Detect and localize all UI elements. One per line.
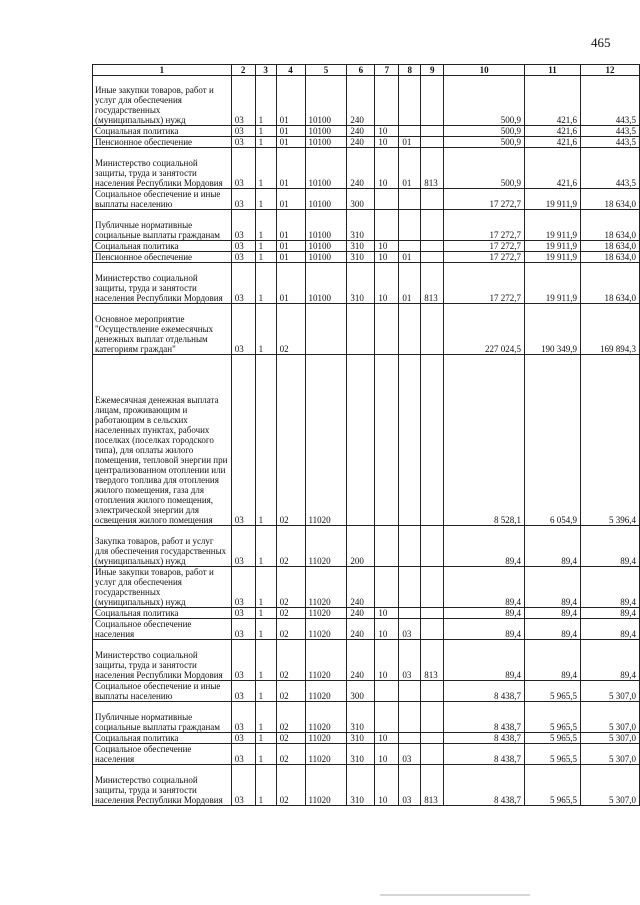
col-10-cell: 500,9 [444,126,525,137]
col-5-cell: 10100 [305,252,347,263]
col-9-cell [421,567,444,608]
col-7-cell [375,76,399,126]
table-row [93,681,640,702]
col-4-cell: 02 [276,526,305,567]
col-10-cell: 89,4 [444,567,525,608]
col-5-cell: 10100 [305,126,347,137]
col-3-cell: 1 [255,567,276,608]
col-8-cell: 01 [399,148,421,189]
row-name: Министерство социальной защиты, труда и занятости населения Республики Мордовия [93,263,232,304]
col-7-cell [375,304,399,355]
col-12-cell: 443,5 [580,76,639,126]
col-2-cell: 03 [231,681,255,702]
column-header: 4 [276,65,305,76]
table-row [93,137,640,148]
table-row [93,263,640,304]
col-9-cell [421,126,444,137]
row-name: Ежемесячная денежная выплата лицам, проживающим и работающим в сельских населенных пунктах, рабочих поселках (поселках городского типа), для оплаты жилого помещения, тепловой энергии при централизованном отоплении или твердого топлива для отопления жилого помещения, газа для отопления жилого помещения, электрической энергии для освещения жилого помещения [93,355,232,526]
col-10-cell: 500,9 [444,76,525,126]
row-name: Социальная политика [93,126,232,137]
col-2-cell: 03 [231,148,255,189]
col-6-cell: 240 [347,148,375,189]
col-6-cell: 310 [347,733,375,744]
scan-artifact [380,894,530,896]
col-8-cell [399,733,421,744]
col-11-cell: 89,4 [525,619,581,640]
table-row [93,210,640,241]
col-7-cell: 10 [375,137,399,148]
col-11-cell: 421,6 [525,148,581,189]
column-header: 2 [231,65,255,76]
col-9-cell: 813 [421,765,444,806]
col-3-cell: 1 [255,744,276,765]
col-5-cell: 11020 [305,567,347,608]
col-8-cell [399,681,421,702]
col-2-cell: 03 [231,263,255,304]
col-10-cell: 89,4 [444,619,525,640]
col-9-cell [421,189,444,210]
col-10-cell: 89,4 [444,608,525,619]
table-body [93,76,640,806]
col-5-cell: 11020 [305,744,347,765]
col-7-cell: 10 [375,241,399,252]
col-8-cell [399,567,421,608]
col-4-cell: 01 [276,210,305,241]
column-header: 11 [525,65,581,76]
row-name: Иные закупки товаров, работ и услуг для обеспечения государственных (муниципальных) нужд [93,567,232,608]
col-6-cell: 240 [347,567,375,608]
col-5-cell: 11020 [305,765,347,806]
col-3-cell: 1 [255,126,276,137]
col-4-cell: 01 [276,126,305,137]
col-12-cell: 443,5 [580,137,639,148]
row-name: Социальное обеспечение населения [93,619,232,640]
col-5-cell: 11020 [305,640,347,681]
col-6-cell: 300 [347,681,375,702]
col-12-cell: 89,4 [580,567,639,608]
col-5-cell: 10100 [305,263,347,304]
col-2-cell: 03 [231,252,255,263]
row-name: Социальная политика [93,608,232,619]
col-7-cell [375,702,399,733]
col-5-cell: 11020 [305,355,347,526]
row-name: Публичные нормативные социальные выплаты гражданам [93,210,232,241]
col-2-cell: 03 [231,733,255,744]
col-6-cell: 240 [347,619,375,640]
table-row [93,148,640,189]
col-8-cell [399,241,421,252]
col-11-cell: 6 054,9 [525,355,581,526]
col-10-cell: 8 438,7 [444,681,525,702]
col-5-cell: 10100 [305,241,347,252]
col-5-cell: 11020 [305,681,347,702]
col-2-cell: 03 [231,210,255,241]
col-11-cell: 19 911,9 [525,263,581,304]
col-7-cell: 10 [375,733,399,744]
col-7-cell [375,681,399,702]
col-6-cell: 310 [347,702,375,733]
row-name: Социальная политика [93,241,232,252]
col-4-cell: 02 [276,619,305,640]
col-8-cell [399,210,421,241]
column-header: 6 [347,65,375,76]
col-7-cell [375,567,399,608]
col-10-cell: 500,9 [444,137,525,148]
col-11-cell: 5 965,5 [525,681,581,702]
col-7-cell: 10 [375,608,399,619]
col-9-cell: 813 [421,148,444,189]
col-12-cell: 443,5 [580,148,639,189]
col-5-cell: 11020 [305,608,347,619]
col-6-cell: 240 [347,640,375,681]
col-9-cell [421,526,444,567]
col-8-cell [399,702,421,733]
row-name: Основное мероприятие "Осуществление ежемесячных денежных выплат отдельным категориям граждан" [93,304,232,355]
col-4-cell: 02 [276,733,305,744]
row-name: Пенсионное обеспечение [93,252,232,263]
col-4-cell: 02 [276,640,305,681]
col-6-cell: 240 [347,76,375,126]
row-name: Социальное обеспечение и иные выплаты населению [93,189,232,210]
col-6-cell: 310 [347,252,375,263]
col-12-cell: 5 307,0 [580,765,639,806]
col-8-cell [399,608,421,619]
col-2-cell: 03 [231,355,255,526]
row-name: Министерство социальной защиты, труда и занятости населения Республики Мордовия [93,148,232,189]
col-3-cell: 1 [255,241,276,252]
col-2-cell: 03 [231,126,255,137]
col-10-cell: 8 438,7 [444,702,525,733]
col-3-cell: 1 [255,210,276,241]
col-9-cell [421,681,444,702]
col-6-cell: 310 [347,765,375,806]
column-header: 1 [93,65,232,76]
col-4-cell: 02 [276,765,305,806]
row-name: Публичные нормативные социальные выплаты гражданам [93,702,232,733]
col-2-cell: 03 [231,619,255,640]
col-2-cell: 03 [231,702,255,733]
col-8-cell: 01 [399,252,421,263]
col-8-cell: 01 [399,263,421,304]
col-2-cell: 03 [231,608,255,619]
col-11-cell: 421,6 [525,126,581,137]
column-header: 12 [580,65,639,76]
col-10-cell: 8 438,7 [444,765,525,806]
col-7-cell [375,189,399,210]
col-9-cell: 813 [421,263,444,304]
col-9-cell [421,304,444,355]
col-11-cell: 5 965,5 [525,733,581,744]
col-11-cell: 89,4 [525,640,581,681]
row-name: Социальное обеспечение и иные выплаты населению [93,681,232,702]
col-3-cell: 1 [255,526,276,567]
col-11-cell: 19 911,9 [525,252,581,263]
col-9-cell [421,241,444,252]
col-11-cell: 421,6 [525,76,581,126]
col-7-cell: 10 [375,765,399,806]
col-11-cell: 19 911,9 [525,241,581,252]
col-8-cell: 03 [399,619,421,640]
col-11-cell: 421,6 [525,137,581,148]
col-3-cell: 1 [255,681,276,702]
col-3-cell: 1 [255,263,276,304]
col-10-cell: 17 272,7 [444,252,525,263]
table-row [93,526,640,567]
col-7-cell: 10 [375,619,399,640]
col-8-cell: 03 [399,640,421,681]
col-2-cell: 03 [231,137,255,148]
col-3-cell: 1 [255,619,276,640]
table-row [93,744,640,765]
col-12-cell: 5 307,0 [580,681,639,702]
col-8-cell [399,526,421,567]
column-header: 5 [305,65,347,76]
col-9-cell [421,137,444,148]
col-8-cell [399,355,421,526]
col-12-cell: 18 634,0 [580,189,639,210]
col-2-cell: 03 [231,189,255,210]
table-row [93,733,640,744]
col-4-cell: 01 [276,148,305,189]
table-row [93,765,640,806]
column-header: 10 [444,65,525,76]
col-4-cell: 01 [276,76,305,126]
col-6-cell: 200 [347,526,375,567]
col-12-cell: 89,4 [580,619,639,640]
col-9-cell [421,702,444,733]
col-10-cell: 8 438,7 [444,733,525,744]
row-name: Министерство социальной защиты, труда и занятости населения Республики Мордовия [93,640,232,681]
table-row [93,304,640,355]
budget-table [92,64,640,806]
col-10-cell: 17 272,7 [444,241,525,252]
col-7-cell [375,526,399,567]
row-name: Социальная политика [93,733,232,744]
col-4-cell: 02 [276,304,305,355]
col-8-cell [399,189,421,210]
col-4-cell: 02 [276,567,305,608]
col-9-cell [421,619,444,640]
col-10-cell: 17 272,7 [444,210,525,241]
table-row [93,608,640,619]
col-12-cell: 18 634,0 [580,241,639,252]
col-11-cell: 89,4 [525,608,581,619]
col-2-cell: 03 [231,76,255,126]
col-5-cell: 11020 [305,733,347,744]
col-9-cell [421,252,444,263]
col-11-cell: 19 911,9 [525,210,581,241]
col-7-cell: 10 [375,263,399,304]
col-11-cell: 5 965,5 [525,765,581,806]
row-name: Закупка товаров, работ и услуг для обеспечения государственных (муниципальных) нужд [93,526,232,567]
col-6-cell: 240 [347,608,375,619]
row-name: Пенсионное обеспечение [93,137,232,148]
col-4-cell: 01 [276,252,305,263]
col-2-cell: 03 [231,526,255,567]
col-9-cell [421,76,444,126]
col-12-cell: 89,4 [580,640,639,681]
col-6-cell: 310 [347,210,375,241]
col-12-cell: 18 634,0 [580,252,639,263]
col-5-cell: 10100 [305,148,347,189]
row-name: Социальное обеспечение населения [93,744,232,765]
col-9-cell [421,733,444,744]
col-4-cell: 01 [276,137,305,148]
column-header: 3 [255,65,276,76]
table-row [93,76,640,126]
col-8-cell [399,304,421,355]
col-2-cell: 03 [231,567,255,608]
col-8-cell: 03 [399,744,421,765]
table-row [93,241,640,252]
col-10-cell: 8 438,7 [444,744,525,765]
col-10-cell: 500,9 [444,148,525,189]
col-7-cell: 10 [375,640,399,681]
table-row [93,640,640,681]
col-2-cell: 03 [231,640,255,681]
col-5-cell: 10100 [305,137,347,148]
col-5-cell: 11020 [305,526,347,567]
table-row [93,702,640,733]
col-11-cell: 89,4 [525,526,581,567]
col-7-cell [375,210,399,241]
col-7-cell: 10 [375,252,399,263]
col-2-cell: 03 [231,241,255,252]
col-4-cell: 02 [276,608,305,619]
col-9-cell [421,355,444,526]
col-12-cell: 169 894,3 [580,304,639,355]
col-9-cell: 813 [421,640,444,681]
col-3-cell: 1 [255,765,276,806]
col-5-cell: 11020 [305,702,347,733]
col-12-cell: 5 307,0 [580,702,639,733]
col-5-cell: 11020 [305,619,347,640]
col-9-cell [421,608,444,619]
col-9-cell [421,210,444,241]
col-7-cell [375,355,399,526]
table-row [93,189,640,210]
col-12-cell: 89,4 [580,608,639,619]
col-11-cell: 89,4 [525,567,581,608]
column-header: 9 [421,65,444,76]
col-5-cell [305,304,347,355]
table-row [93,252,640,263]
row-name: Министерство социальной защиты, труда и занятости населения Республики Мордовия [93,765,232,806]
column-header: 7 [375,65,399,76]
col-4-cell: 01 [276,263,305,304]
col-2-cell: 03 [231,765,255,806]
col-10-cell: 17 272,7 [444,263,525,304]
table-row [93,567,640,608]
col-4-cell: 02 [276,702,305,733]
col-11-cell: 19 911,9 [525,189,581,210]
table-row [93,619,640,640]
col-3-cell: 1 [255,608,276,619]
col-2-cell: 03 [231,744,255,765]
col-9-cell [421,744,444,765]
col-4-cell: 01 [276,189,305,210]
col-8-cell [399,76,421,126]
col-12-cell: 18 634,0 [580,263,639,304]
col-7-cell: 10 [375,744,399,765]
col-6-cell: 240 [347,126,375,137]
col-4-cell: 01 [276,241,305,252]
col-3-cell: 1 [255,148,276,189]
col-12-cell: 5 307,0 [580,744,639,765]
col-2-cell: 03 [231,304,255,355]
table-row [93,126,640,137]
col-11-cell: 5 965,5 [525,744,581,765]
col-10-cell: 8 528,1 [444,355,525,526]
col-12-cell: 89,4 [580,526,639,567]
col-5-cell: 10100 [305,210,347,241]
col-3-cell: 1 [255,76,276,126]
col-6-cell: 310 [347,241,375,252]
page-number: 465 [591,35,611,50]
col-10-cell: 89,4 [444,640,525,681]
col-12-cell: 18 634,0 [580,210,639,241]
col-7-cell: 10 [375,148,399,189]
col-12-cell: 5 396,4 [580,355,639,526]
col-3-cell: 1 [255,252,276,263]
col-12-cell: 5 307,0 [580,733,639,744]
col-11-cell: 5 965,5 [525,702,581,733]
col-6-cell [347,355,375,526]
col-3-cell: 1 [255,189,276,210]
col-3-cell: 1 [255,137,276,148]
col-3-cell: 1 [255,733,276,744]
col-6-cell: 300 [347,189,375,210]
row-name: Иные закупки товаров, работ и услуг для обеспечения государственных (муниципальных) нужд [93,76,232,126]
col-6-cell: 310 [347,744,375,765]
col-3-cell: 1 [255,355,276,526]
col-3-cell: 1 [255,304,276,355]
col-8-cell: 03 [399,765,421,806]
col-11-cell: 190 349,9 [525,304,581,355]
col-8-cell [399,126,421,137]
col-4-cell: 02 [276,744,305,765]
col-4-cell: 02 [276,681,305,702]
column-header: 8 [399,65,421,76]
col-12-cell: 443,5 [580,126,639,137]
col-3-cell: 1 [255,702,276,733]
col-6-cell: 310 [347,263,375,304]
col-10-cell: 227 024,5 [444,304,525,355]
col-6-cell: 240 [347,137,375,148]
col-5-cell: 10100 [305,189,347,210]
header-row [93,65,640,76]
col-3-cell: 1 [255,640,276,681]
col-4-cell: 02 [276,355,305,526]
col-10-cell: 89,4 [444,526,525,567]
col-7-cell: 10 [375,126,399,137]
col-8-cell: 01 [399,137,421,148]
table-row [93,355,640,526]
col-5-cell: 10100 [305,76,347,126]
col-10-cell: 17 272,7 [444,189,525,210]
col-6-cell [347,304,375,355]
